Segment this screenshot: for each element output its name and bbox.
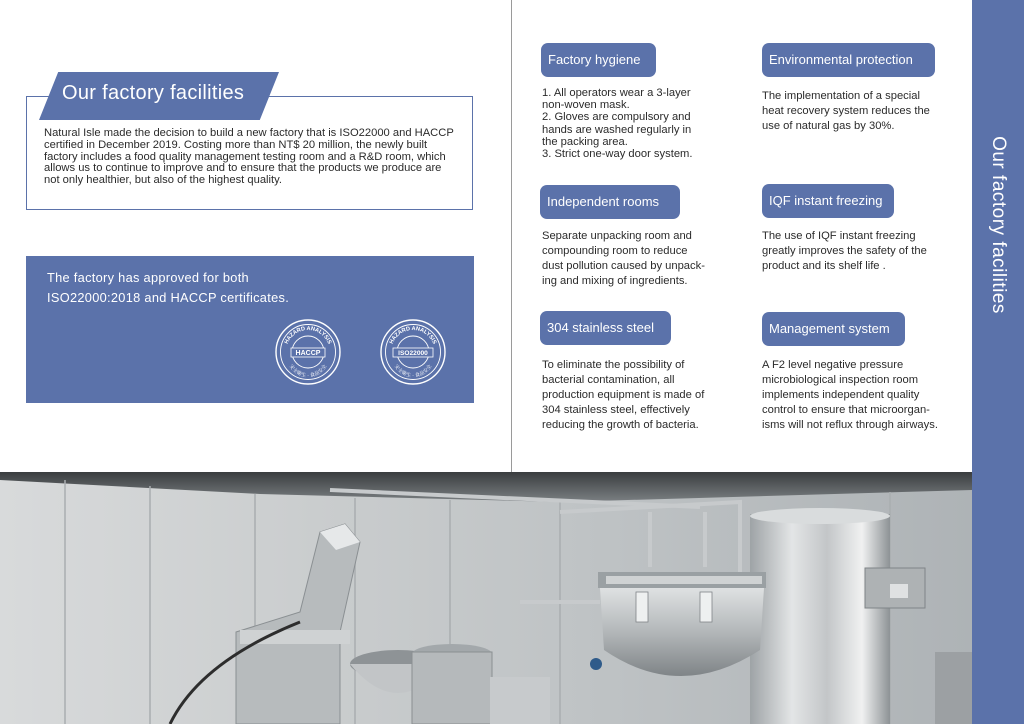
label-environmental-protection: Environmental protection bbox=[762, 43, 935, 77]
certificate-text-line: The factory has approved for both bbox=[47, 270, 249, 285]
text-line: heat recovery system reduces the bbox=[762, 105, 930, 117]
text-line: isms will not reflux through airways. bbox=[762, 419, 938, 431]
text-line: ing and mixing of ingredients. bbox=[542, 275, 688, 287]
management-system-text bbox=[762, 358, 970, 433]
text-line: Separate unpacking room and bbox=[542, 230, 692, 242]
text-line: control to ensure that microorgan- bbox=[762, 404, 930, 416]
iqf-instant-freezing-text bbox=[762, 229, 967, 274]
text-line: 2. Gloves are compulsory and bbox=[542, 111, 691, 124]
text-line: non-woven mask. bbox=[542, 99, 630, 112]
side-band bbox=[972, 0, 1024, 724]
text-line: microbiological inspection room bbox=[762, 374, 919, 386]
text-line: The implementation of a special bbox=[762, 90, 920, 102]
text-line: use of natural gas by 30%. bbox=[762, 120, 895, 132]
text-line: A F2 level negative pressure bbox=[762, 359, 904, 371]
label-factory-hygiene: Factory hygiene bbox=[541, 43, 656, 77]
seal-center-text: HACCP bbox=[295, 350, 321, 358]
seal-bottom-text: 安全衛生 · 食品安全 bbox=[287, 363, 329, 379]
text-line: dust pollution caused by unpack- bbox=[542, 260, 705, 272]
text-line: product and its shelf life . bbox=[762, 260, 886, 272]
factory-equipment-photo bbox=[0, 472, 972, 724]
label-304-stainless-steel: 304 stainless steel bbox=[540, 311, 671, 345]
label-independent-rooms: Independent rooms bbox=[540, 185, 680, 219]
text-line: hands are washed regularly in bbox=[542, 123, 692, 136]
svg-text:安全衛生 · 食品安全 bbox=[393, 363, 434, 379]
intro-title: Our factory facilities bbox=[62, 82, 245, 104]
side-title: Our factory facilities bbox=[988, 136, 1009, 314]
independent-rooms-text bbox=[542, 229, 742, 289]
text-line: The use of IQF instant freezing bbox=[762, 230, 916, 242]
environmental-protection-text bbox=[762, 89, 967, 134]
intro-body: Natural Isle made the decision to build a new factory that is ISO22000 and HACCP certified in December 2019. Costing more than NT$ 20 million, the newly built factory includes a food quality management testing room and a R&D room, which allows us to continue to improve and to ensure that the products we produce are not only healthier, but also of the highest quality. bbox=[44, 127, 454, 187]
text-line: production equipment is made of bbox=[542, 389, 705, 401]
page-divider bbox=[511, 0, 512, 472]
seal-center-text: ISO22000 bbox=[398, 350, 428, 358]
svg-text:安全衛生 · 食品安全 bbox=[288, 363, 329, 379]
stainless-steel-text bbox=[542, 358, 742, 433]
seal-top-text: HAZARD ANALYSIS bbox=[283, 325, 333, 346]
text-line: 3. Strict one-way door system. bbox=[542, 148, 693, 161]
label-iqf-instant-freezing: IQF instant freezing bbox=[762, 184, 894, 218]
text-line: implements independent quality bbox=[762, 389, 920, 401]
text-line: compounding room to reduce bbox=[542, 245, 688, 257]
label-management-system: Management system bbox=[762, 312, 905, 346]
haccp-seal-icon bbox=[274, 318, 342, 386]
certificate-text-line: ISO22000:2018 and HACCP certificates. bbox=[47, 290, 290, 305]
text-line: bacterial contamination, all bbox=[542, 374, 675, 386]
text-line: To eliminate the possibility of bbox=[542, 359, 685, 371]
seal-bottom-text: 安全衛生 · 食品安全 bbox=[392, 363, 434, 379]
text-line: greatly improves the safety of the bbox=[762, 245, 927, 257]
text-line: the packing area. bbox=[542, 135, 628, 148]
seal-top-text: HAZARD ANALYSIS bbox=[388, 325, 438, 346]
text-line: 304 stainless steel, effectively bbox=[542, 404, 690, 416]
certificate-text bbox=[47, 268, 407, 308]
text-line: 1. All operators wear a 3-layer bbox=[542, 87, 691, 99]
factory-hygiene-text bbox=[542, 87, 732, 160]
iso22000-seal-icon bbox=[379, 318, 447, 386]
text-line: reducing the growth of bacteria. bbox=[542, 419, 699, 431]
